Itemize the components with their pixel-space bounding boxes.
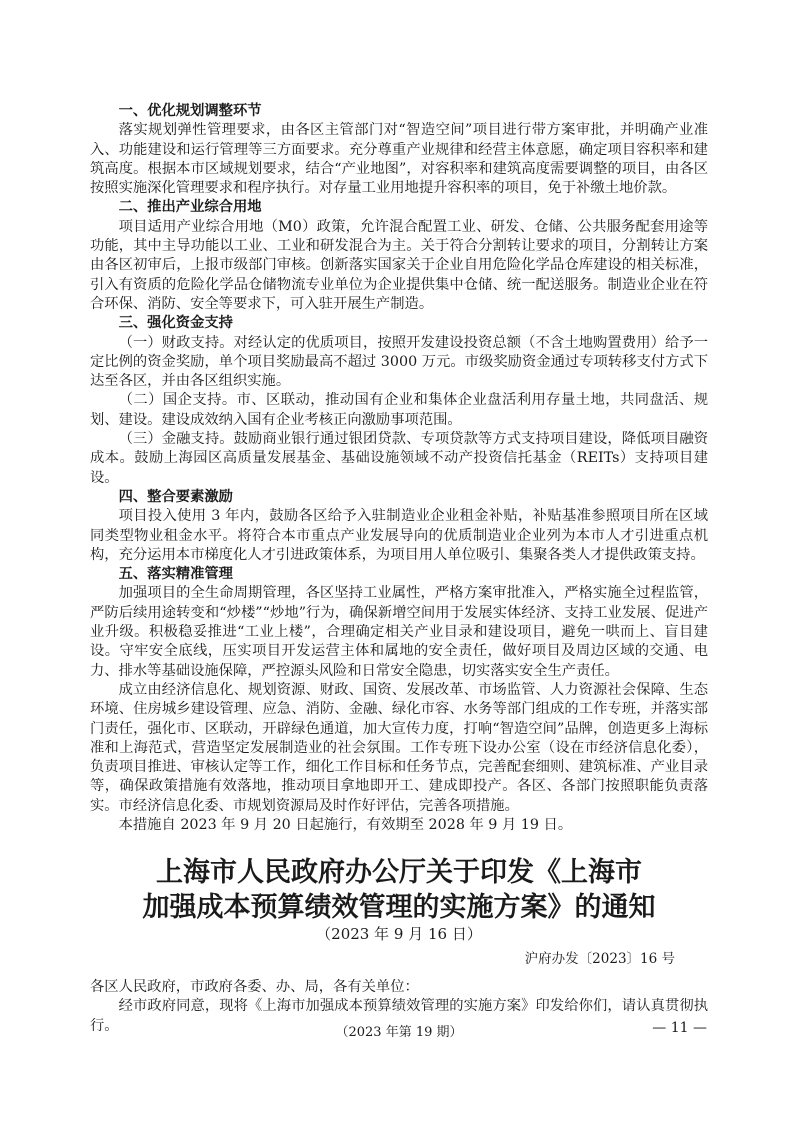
paragraph: 项目投入使用 3 年内，鼓励各区给予入驻制造业企业租金补贴，补贴基准参照项目所在区域同类型物业租金水平。将符合本市重点产业发展导向的优质制造业企业列为本市人才引进重点机构，充分运用本市梯度化人才引进政策体系，为项目用人单位吸引、集聚各类人才提供政策支持。 bbox=[90, 508, 708, 563]
paragraph: 经市政府同意，现将《上海市加强成本预算绩效管理的实施方案》印发给你们，请认真贯彻执行。 bbox=[90, 998, 708, 1034]
notice-title bbox=[90, 855, 708, 925]
notice-title-line: 加强成本预算绩效管理的实施方案》的通知 bbox=[142, 892, 656, 923]
effective-date-paragraph: 本措施自 2023 年 9 月 20 日起施行，有效期至 2028 年 9 月 19 日。 bbox=[118, 816, 573, 833]
section-heading: 四、整合要素激励 bbox=[118, 488, 233, 505]
section-heading: 二、推出产业综合用地 bbox=[118, 199, 262, 216]
paragraph: （二）国企支持。市、区联动，推动国有企业和集体企业盘活利用存量土地，共同盘活、规划、建设。建设成效纳入国有企业考核正向激励事项范围。 bbox=[90, 392, 708, 428]
issue-number: （2023 年第 19 期） bbox=[335, 1025, 463, 1040]
paragraph: （一）财政支持。对经认定的优质项目，按照开发建设投资总额（不含土地购置费用）给予一定比例的资金奖励，单个项目奖励最高不超过 3000 万元。市级奖励资金通过专项转移支付方式下达至各区，并由各区组织实施。 bbox=[90, 334, 708, 390]
salutation: 各区人民政府，市政府各委、办、局，各有关单位： bbox=[90, 979, 419, 995]
paragraph: 落实规划弹性管理要求，由各区主管部门对“智造空间”项目进行带方案审批，并明确产业准入、功能建设和运行管理等三方面要求。充分尊重产业规律和经营主体意愿，确定项目容积率和建筑高度。根据本市区域规划要求，结合“产业地图”，对容积率和建筑高度需要调整的项目，由各区按照实施深化管理要求和程序执行。对存量工业用地提升容积率的项目，免于补缴土地价款。 bbox=[90, 122, 708, 197]
section-heading: 一、优化规划调整环节 bbox=[118, 103, 262, 119]
notice-date: （2023 年 9 月 16 日） bbox=[316, 925, 482, 943]
section-heading: 五、落实精准管理 bbox=[118, 566, 233, 583]
regulation-body bbox=[90, 102, 708, 835]
paragraph: 成立由经济信息化、规划资源、财政、国资、发展改革、市场监管、人力资源社会保障、生态环境、住房城乡建设管理、应急、消防、金融、绿化市容、水务等部门组成的工作专班，并落实部门责任，强化市、区联动，开辟绿色通道，加大宣传力度，打响“智造空间”品牌，创造更多上海标准和上海范式，营造坚定发展制造业的社会氛围。工作专班下设办公室（设在市经济信息化委），负责项目推进、审核认定等工作，细化工作目标和任务节点，完善配套细则、建筑标准、产业目录等，确保政策措施有效落地，推动项目拿地即开工、建成即投产。各区、各部门按照职能负责落实。市经济信息化委、市规划资源局及时作好评估，完善各项措施。 bbox=[90, 681, 708, 814]
page-number: — 11 — bbox=[652, 1020, 707, 1036]
section-heading: 三、强化资金支持 bbox=[118, 315, 233, 332]
paragraph: 项目适用产业综合用地（M0）政策，允许混合配置工业、研发、仓储、公共服务配套用途等功能，其中主导功能以工业、工业和研发混合为主。关于符合分割转让要求的项目，分割转让方案由各区初审后，上报市级部门审核。创新落实国家关于企业自用危险化学品仓库建设的相关标准，引入有资质的危险化学品仓储物流专业单位为企业提供集中仓储、统一配送服务。制造业企业在符合环保、消防、安全等要求下，可入驻开展生产制造。 bbox=[90, 218, 708, 312]
document-number: 沪府办发〔2023〕16 号 bbox=[524, 951, 675, 967]
notice-title-line: 上海市人民政府办公厅关于印发《上海市 bbox=[156, 857, 642, 888]
paragraph: 加强项目的全生命周期管理，各区坚持工业属性，严格方案审批准入，严格实施全过程监管，严防后续用途转变和“炒楼”“炒地”行为，确保新增空间用于发展实体经济、支持工业发展、促进产业升级。积极稳妥推进“工业上楼”，合理确定相关产业目录和建设项目，避免一哄而上、盲目建设。守牢安全底线，压实项目开发运营主体和属地的安全责任，做好项目及周边区域的交通、电力、排水等基础设施保障，严控源头风险和日常安全隐患，切实落实安全生产责任。 bbox=[90, 585, 708, 679]
paragraph: （三）金融支持。鼓励商业银行通过银团贷款、专项贷款等方式支持项目建设，降低项目融资成本。鼓励上海园区高质量发展基金、基础设施领域不动产投资信托基金（REITs）支持项目建设。 bbox=[90, 431, 708, 486]
